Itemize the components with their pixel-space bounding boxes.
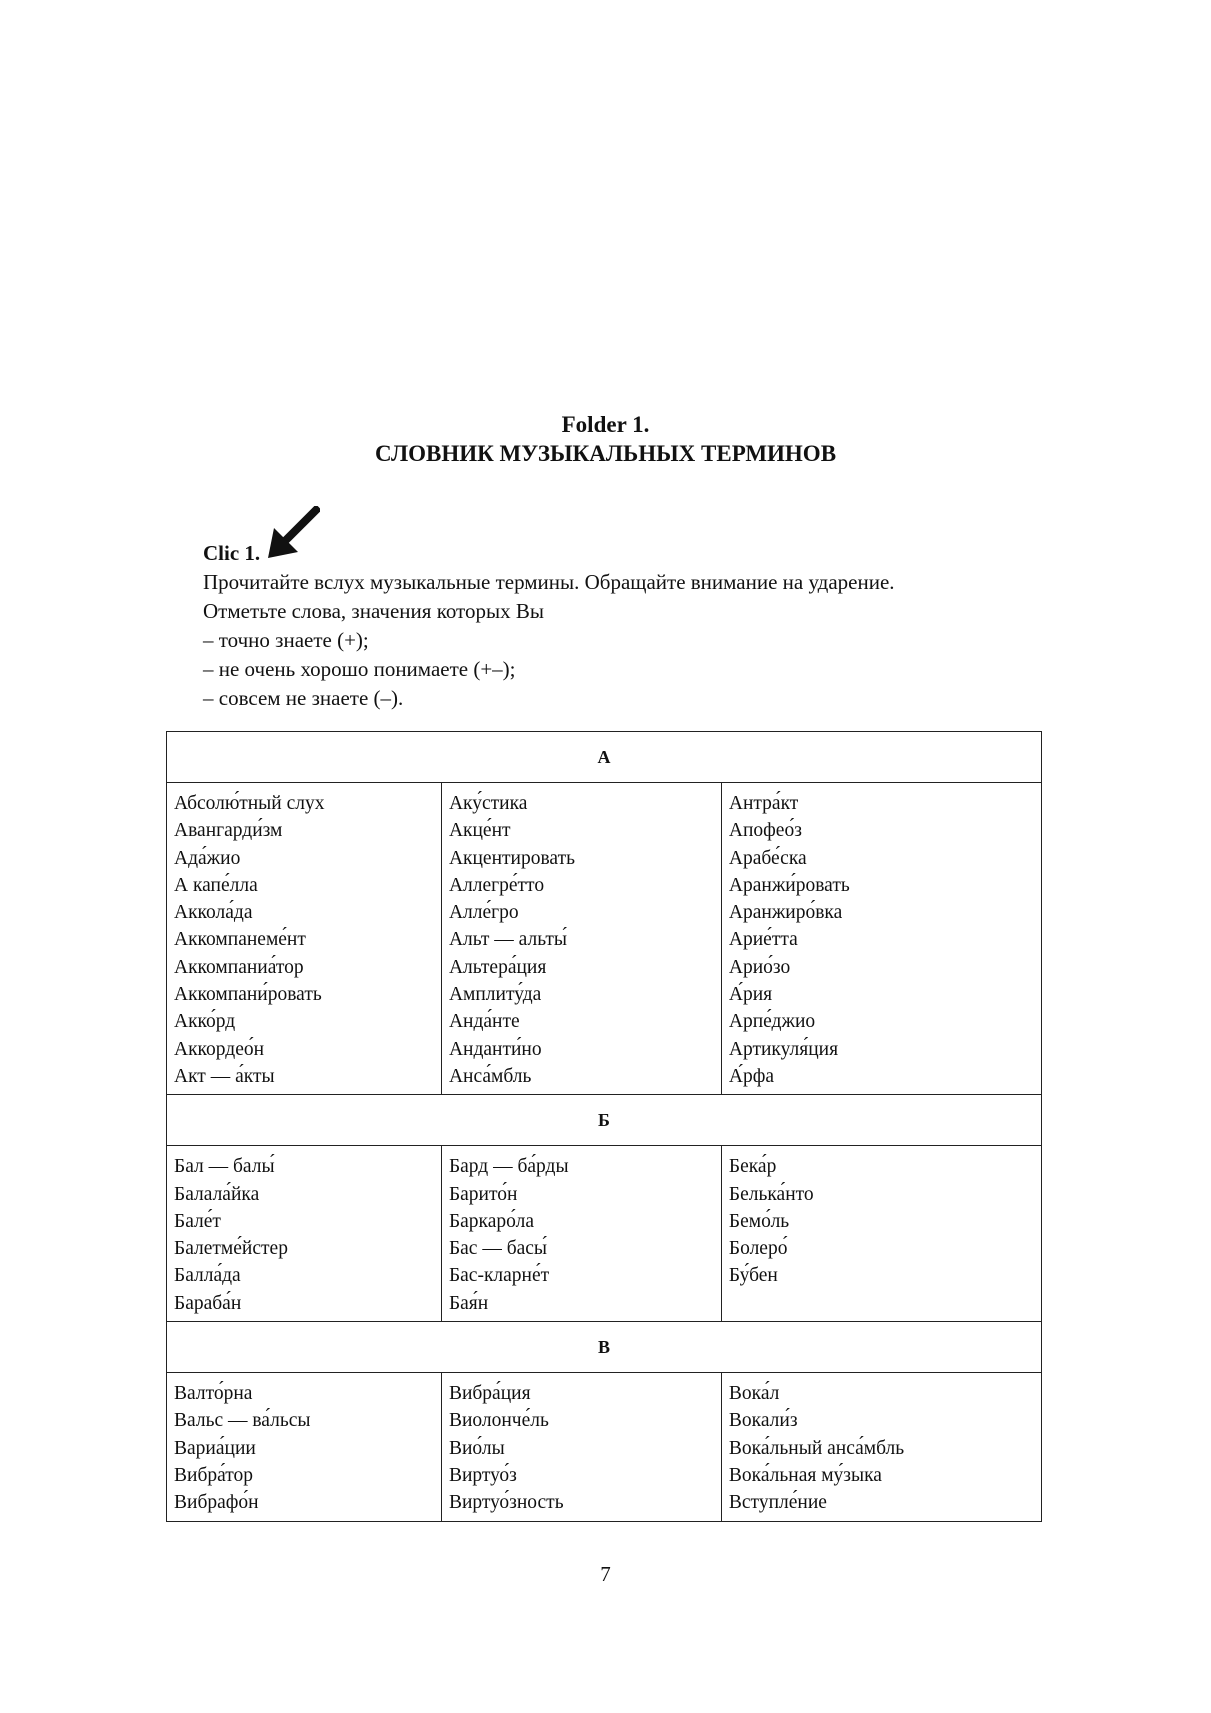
term-item: Анданти́но	[448, 1038, 542, 1060]
terms-column	[167, 783, 442, 1095]
section-letter: В	[167, 1322, 1042, 1373]
term-item: Вокали́з	[728, 1410, 798, 1432]
instruction-line: Отметьте слова, значения которых Вы	[203, 599, 544, 623]
term-item: А́рфа	[728, 1065, 775, 1087]
exercise-heading	[203, 530, 1083, 568]
instruction-line: – совсем не знаете (–).	[203, 686, 404, 710]
term-item: Барито́н	[448, 1183, 518, 1205]
term-item: Аку́стика	[448, 793, 528, 814]
term-item: Аккомпани́ровать	[174, 984, 322, 1006]
term-item: Белька́нто	[728, 1183, 814, 1205]
folder-label: Folder 1.	[561, 412, 650, 437]
term-item: Арио́зо	[728, 956, 791, 978]
term-item: Бая́н	[448, 1292, 489, 1314]
term-item: Виолонче́ль	[448, 1410, 549, 1432]
term-item: А́рия	[728, 984, 773, 1006]
terms-column	[167, 1146, 442, 1322]
term-item: Валто́рна	[174, 1383, 253, 1405]
term-item: Арпе́джио	[728, 1011, 816, 1033]
term-item: Анда́нте	[448, 1011, 520, 1033]
term-item: Бард — ба́рды	[448, 1156, 569, 1178]
terms-column	[167, 1373, 442, 1521]
term-item: Авангарди́зм	[174, 820, 283, 842]
terms-row	[167, 1373, 1042, 1521]
term-item: Вступле́ние	[728, 1492, 827, 1514]
instruction-line: – не очень хорошо понимаете (+–);	[203, 657, 516, 681]
term-item: Бале́т	[174, 1210, 221, 1232]
term-item: Акт — а́кты	[174, 1065, 275, 1087]
term-item: Алле́гро	[448, 902, 519, 924]
term-item: Апофео́з	[728, 820, 802, 842]
term-item: Артикуля́ция	[728, 1038, 839, 1060]
term-item: Вио́лы	[448, 1437, 505, 1459]
term-item: Бас — басы́	[448, 1238, 548, 1260]
terms-row	[167, 783, 1042, 1095]
term-item: Аранжи́ровать	[728, 874, 850, 896]
term-item: Бал — балы́	[174, 1156, 275, 1178]
terms-column	[721, 1373, 1041, 1521]
term-item: Балала́йка	[174, 1183, 260, 1205]
section-letter: Б	[167, 1095, 1042, 1146]
term-item: Виртуо́зность	[448, 1492, 564, 1514]
terms-column	[441, 1373, 721, 1521]
exercise-heading-label: Clic 1.	[203, 541, 261, 565]
term-item: Альтера́ция	[448, 956, 547, 978]
exercise-block	[203, 530, 1083, 713]
term-item: Альт — альты́	[448, 929, 568, 951]
term-item: Вибра́тор	[174, 1464, 254, 1486]
term-item: Аккомпанеме́нт	[174, 929, 306, 951]
section-letter: А	[167, 732, 1042, 783]
term-item: Бас-кларне́т	[448, 1265, 550, 1287]
term-item: Вока́льная му́зыка	[728, 1464, 882, 1486]
term-item: Аллегре́тто	[448, 874, 545, 896]
terms-row	[167, 1146, 1042, 1322]
instruction-line: Прочитайте вслух музыкальные термины. Обращайте внимание на ударение.	[203, 570, 895, 594]
terms-column	[721, 1146, 1041, 1322]
term-item: Бу́бен	[728, 1265, 778, 1287]
folder-title-block	[0, 410, 1211, 468]
term-item: Аккордео́н	[174, 1038, 265, 1060]
term-item: Амплиту́да	[448, 984, 542, 1006]
term-item: Балетме́йстер	[174, 1238, 288, 1260]
term-item: Аранжиро́вка	[728, 902, 843, 924]
page-title: СЛОВНИК МУЗЫКАЛЬНЫХ ТЕРМИНОВ	[374, 441, 837, 466]
term-item: Акцентировать	[448, 847, 575, 869]
instruction-line: – точно знаете (+);	[203, 628, 369, 652]
terms-column	[441, 783, 721, 1095]
term-item: Балла́да	[174, 1265, 241, 1287]
term-item: Болеро́	[728, 1238, 788, 1260]
term-item: Бараба́н	[174, 1292, 242, 1314]
term-item: Акко́рд	[174, 1011, 236, 1033]
term-item: Арие́тта	[728, 929, 798, 951]
term-item: Абсолю́тный слух	[174, 793, 325, 814]
term-item: Арабе́ска	[728, 847, 807, 869]
term-item: Анса́мбль	[448, 1065, 532, 1087]
term-item: Вибра́ция	[448, 1383, 531, 1405]
terms-column	[441, 1146, 721, 1322]
term-item: Акце́нт	[448, 820, 511, 842]
arrow-down-left-icon	[266, 506, 320, 568]
section-letter-row	[167, 1322, 1042, 1373]
term-item: Ада́жио	[174, 847, 241, 869]
term-item: Вибрафо́н	[174, 1492, 259, 1514]
section-letter-row	[167, 732, 1042, 783]
term-item: Бека́р	[728, 1156, 777, 1178]
term-item: Бемо́ль	[728, 1210, 790, 1232]
term-item: А капе́лла	[174, 874, 258, 896]
terms-column	[721, 783, 1041, 1095]
term-item: Вока́л	[728, 1383, 780, 1405]
term-item: Баркаро́ла	[448, 1210, 535, 1232]
terms-table	[166, 731, 1042, 1522]
term-item: Аккомпаниа́тор	[174, 956, 304, 978]
term-item: Вока́льный анса́мбль	[728, 1437, 905, 1459]
term-item: Вариа́ции	[174, 1437, 256, 1459]
term-item: Вальс — ва́льсы	[174, 1410, 311, 1432]
term-item: Виртуо́з	[448, 1464, 517, 1486]
term-item: Антра́кт	[728, 793, 799, 814]
section-letter-row	[167, 1095, 1042, 1146]
page-number: 7	[600, 1562, 611, 1586]
term-item: Аккола́да	[174, 902, 253, 924]
